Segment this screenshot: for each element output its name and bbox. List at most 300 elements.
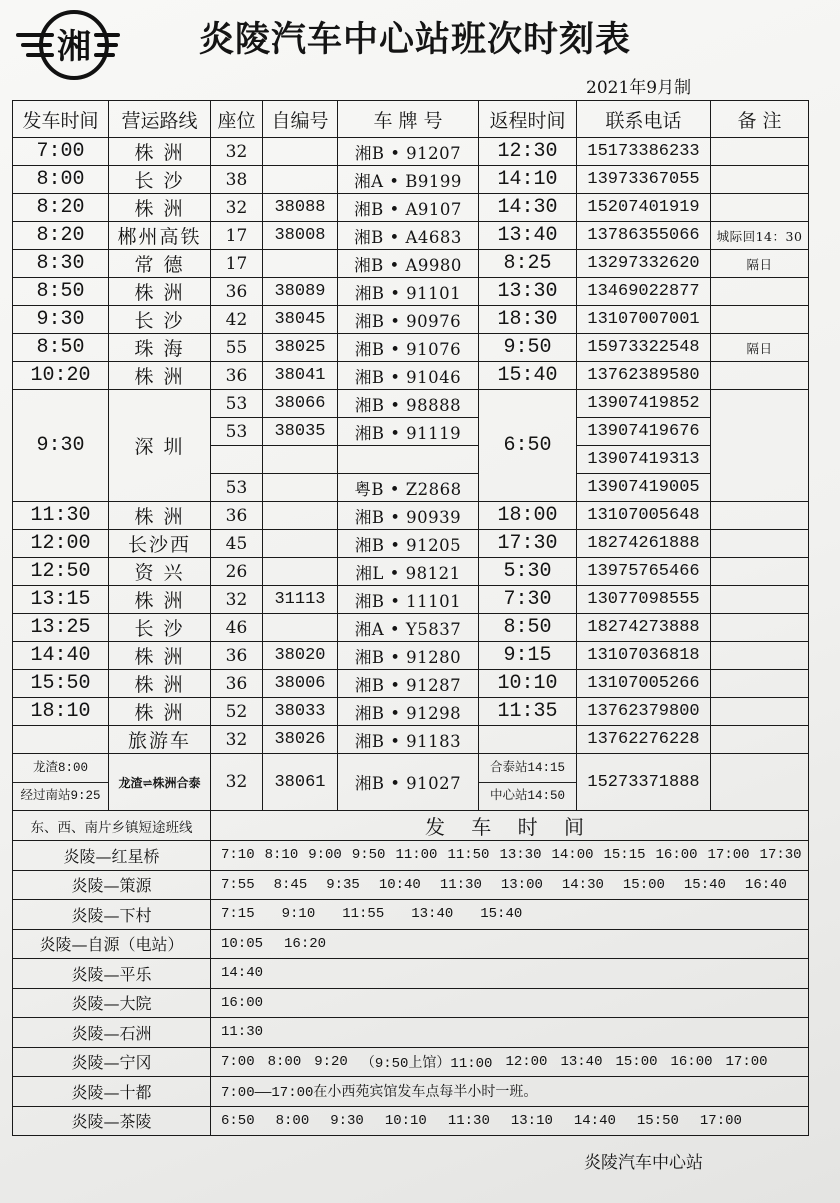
seats-cell: 53 — [211, 390, 263, 418]
depart-time-cell: 9:30 — [13, 390, 109, 502]
short-route-name: 炎陵—大院 — [13, 988, 211, 1018]
short-route-name: 炎陵—自源（电站） — [13, 929, 211, 959]
return-time-line: 中心站14:50 — [479, 782, 576, 810]
short-route-row — [13, 1047, 809, 1077]
departure-time: 9:35 — [326, 876, 360, 893]
company-logo — [14, 6, 122, 84]
self-number-cell — [263, 138, 338, 166]
phone-cell: 15173386233 — [577, 138, 711, 166]
depart-time-cell: 8:20 — [13, 222, 109, 250]
short-route-times — [211, 1106, 809, 1136]
phone-cell: 13973367055 — [577, 166, 711, 194]
departure-time-list — [211, 995, 808, 1011]
remark-cell — [711, 530, 809, 558]
departure-time: 13:30 — [499, 847, 542, 864]
seats-cell: 26 — [211, 558, 263, 586]
departure-time-list — [211, 1024, 808, 1040]
self-number-cell — [263, 614, 338, 642]
depart-time-cell: 12:00 — [13, 530, 109, 558]
departure-time: 10:40 — [378, 876, 421, 893]
remark-cell: 隔日 — [711, 250, 809, 278]
route-cell: 株 洲 — [109, 502, 211, 530]
plate-number-cell: 湘B • 11101 — [338, 586, 479, 614]
phone-cell: 13107005266 — [577, 670, 711, 698]
route-cell: 旅游车 — [109, 726, 211, 754]
departure-time-list — [211, 906, 808, 922]
schedule-row — [13, 614, 809, 642]
schedule-row — [13, 586, 809, 614]
seats-cell — [211, 446, 263, 474]
route-cell: 株 洲 — [109, 698, 211, 726]
schedule-row — [13, 558, 809, 586]
phone-cell: 15973322548 — [577, 334, 711, 362]
departure-time: 7:00 — [221, 1053, 255, 1070]
self-number-cell: 38008 — [263, 222, 338, 250]
short-route-name: 炎陵—宁冈 — [13, 1047, 211, 1077]
departure-time: 14:40 — [573, 1112, 616, 1129]
departure-time-list — [211, 936, 808, 952]
schedule-row — [13, 642, 809, 670]
schedule-row — [13, 138, 809, 166]
short-route-row — [13, 1077, 809, 1107]
page-title: 炎陵汽车中心站班次时刻表 — [198, 19, 631, 60]
phone-cell: 15207401919 — [577, 194, 711, 222]
phone-cell: 13907419005 — [577, 474, 711, 502]
departure-time: 8:00 — [267, 1053, 302, 1070]
plate-number-cell: 湘L • 98121 — [338, 558, 479, 586]
depart-time-line: 经过南站9:25 — [13, 782, 108, 810]
seats-cell: 38 — [211, 166, 263, 194]
depart-time-cell: 13:25 — [13, 614, 109, 642]
short-route-times — [211, 1047, 809, 1077]
phone-cell: 18274273888 — [577, 614, 711, 642]
remark-cell — [711, 558, 809, 586]
schedule-row — [13, 194, 809, 222]
short-route-name: 炎陵—十都 — [13, 1077, 211, 1107]
remark-cell — [711, 306, 809, 334]
short-route-times — [211, 959, 809, 989]
footer-station-name: 炎陵汽车中心站 — [584, 1153, 703, 1173]
schedule-header-row — [13, 101, 809, 138]
return-time-cell: 14:30 — [479, 194, 577, 222]
return-time-cell: 10:10 — [479, 670, 577, 698]
plate-number-cell: 湘B • 91287 — [338, 670, 479, 698]
departure-time-list — [211, 1113, 808, 1129]
departure-time: 7:15 — [221, 906, 255, 923]
departure-time: 9:30 — [330, 1112, 364, 1129]
departure-time: 16:00 — [221, 994, 264, 1011]
phone-cell: 13077098555 — [577, 586, 711, 614]
self-number-cell: 38045 — [263, 306, 338, 334]
depart-time-cell: 15:50 — [13, 670, 109, 698]
remark-cell — [711, 166, 809, 194]
departure-time: 16:20 — [284, 935, 327, 952]
departure-time: 16:00 — [670, 1053, 713, 1070]
depart-time-cell: 12:50 — [13, 558, 109, 586]
seats-cell: 36 — [211, 642, 263, 670]
depart-time-cell: 8:00 — [13, 166, 109, 194]
self-number-cell — [263, 166, 338, 194]
short-route-times — [211, 1077, 809, 1107]
self-number-cell: 38006 — [263, 670, 338, 698]
short-route-times — [211, 1018, 809, 1048]
return-time-cell — [479, 754, 577, 811]
depart-time-cell: 8:30 — [13, 250, 109, 278]
short-route-times — [211, 988, 809, 1018]
remark-cell — [711, 614, 809, 642]
short-route-header — [13, 811, 809, 841]
phone-cell: 15273371888 — [577, 754, 711, 811]
plate-number-cell: 湘B • 90939 — [338, 502, 479, 530]
depart-time-cell: 18:10 — [13, 698, 109, 726]
issue-date: 2021年9月制 — [586, 78, 692, 98]
column-header-seats: 座位 — [211, 101, 263, 138]
short-route-body — [13, 841, 809, 1136]
departure-time: 11:00 — [395, 847, 438, 864]
departure-time: 17:30 — [759, 847, 802, 864]
short-route-times — [211, 841, 809, 871]
phone-cell: 13907419313 — [577, 446, 711, 474]
column-header-phone: 联系电话 — [577, 101, 711, 138]
phone-cell: 13907419852 — [577, 390, 711, 418]
short-route-row — [13, 1018, 809, 1048]
return-time-cell: 18:30 — [479, 306, 577, 334]
route-cell: 资 兴 — [109, 558, 211, 586]
departure-time: 9:50 — [351, 847, 386, 864]
departure-time: 16:40 — [744, 876, 787, 893]
short-route-name: 炎陵—策源 — [13, 870, 211, 900]
schedule-row — [13, 698, 809, 726]
self-number-cell — [263, 250, 338, 278]
seats-cell: 36 — [211, 278, 263, 306]
short-route-name: 炎陵—平乐 — [13, 959, 211, 989]
plate-number-cell: 湘B • 91280 — [338, 642, 479, 670]
plate-number-cell: 湘B • 98888 — [338, 390, 479, 418]
departure-time: 13:40 — [560, 1053, 603, 1070]
schedule-row — [13, 222, 809, 250]
return-time-cell: 9:50 — [479, 334, 577, 362]
route-cell: 株 洲 — [109, 670, 211, 698]
seats-cell: 36 — [211, 670, 263, 698]
schedule-row — [13, 670, 809, 698]
route-cell: 长 沙 — [109, 306, 211, 334]
route-cell: 郴州高铁 — [109, 222, 211, 250]
phone-cell: 13107007001 — [577, 306, 711, 334]
remark-cell: 隔日 — [711, 334, 809, 362]
departure-time: 7:00——17:00在小西苑宾馆发车点每半小时一班。 — [221, 1085, 538, 1102]
short-route-times — [211, 900, 809, 930]
departure-time: 17:00 — [699, 1112, 742, 1129]
phone-cell: 13469022877 — [577, 278, 711, 306]
column-header-route: 营运路线 — [109, 101, 211, 138]
depart-time-cell: 8:20 — [13, 194, 109, 222]
route-cell: 株 洲 — [109, 138, 211, 166]
short-route-name: 炎陵—下村 — [13, 900, 211, 930]
remark-cell — [711, 670, 809, 698]
route-cell: 常 德 — [109, 250, 211, 278]
remark-cell — [711, 698, 809, 726]
phone-cell: 13107036818 — [577, 642, 711, 670]
schedule-row — [13, 278, 809, 306]
return-time-cell: 11:35 — [479, 698, 577, 726]
return-time-cell: 18:00 — [479, 502, 577, 530]
departure-time: 9:10 — [281, 906, 316, 923]
remark-cell — [711, 390, 809, 502]
departure-time: 8:00 — [275, 1112, 310, 1129]
short-route-row — [13, 900, 809, 930]
seats-cell: 53 — [211, 474, 263, 502]
short-route-times — [211, 870, 809, 900]
return-time-cell: 7:30 — [479, 586, 577, 614]
self-number-cell: 38026 — [263, 726, 338, 754]
departure-time: 11:55 — [342, 906, 385, 923]
departure-time: 17:00 — [707, 847, 750, 864]
route-cell: 株 洲 — [109, 362, 211, 390]
departure-time: 8:10 — [264, 847, 299, 864]
seats-cell: 36 — [211, 502, 263, 530]
return-time-cell: 5:30 — [479, 558, 577, 586]
short-route-header-row — [13, 811, 809, 841]
remark-cell — [711, 642, 809, 670]
depart-time-cell: 8:50 — [13, 278, 109, 306]
schedule-row — [13, 166, 809, 194]
return-time-cell: 14:10 — [479, 166, 577, 194]
seats-cell: 42 — [211, 306, 263, 334]
departure-time: 10:05 — [221, 935, 264, 952]
seats-cell: 32 — [211, 194, 263, 222]
schedule-row — [13, 362, 809, 390]
self-number-cell — [263, 446, 338, 474]
departure-time: 13:00 — [500, 876, 543, 893]
self-number-cell: 38061 — [263, 754, 338, 811]
phone-cell: 13975765466 — [577, 558, 711, 586]
plate-number-cell: 湘B • 91076 — [338, 334, 479, 362]
plate-number-cell: 湘B • A9980 — [338, 250, 479, 278]
seats-cell: 17 — [211, 222, 263, 250]
column-header-depart-time: 发车时间 — [13, 101, 109, 138]
departure-time: （9:50上馆）11:00 — [360, 1055, 493, 1072]
short-route-name: 炎陵—茶陵 — [13, 1106, 211, 1136]
phone-cell: 13907419676 — [577, 418, 711, 446]
column-header-remark: 备 注 — [711, 101, 809, 138]
schedule-body — [13, 138, 809, 811]
depart-time-cell: 9:30 — [13, 306, 109, 334]
depart-time-cell: 7:00 — [13, 138, 109, 166]
route-cell: 株 洲 — [109, 642, 211, 670]
short-route-times-header: 发 车 时 间 — [211, 811, 809, 841]
remark-cell — [711, 586, 809, 614]
seats-cell: 46 — [211, 614, 263, 642]
route-cell: 长 沙 — [109, 166, 211, 194]
remark-cell: 城际回14：30 — [711, 222, 809, 250]
route-cell: 株 洲 — [109, 278, 211, 306]
departure-time: 16:00 — [655, 847, 698, 864]
plate-number-cell: 湘B • 91205 — [338, 530, 479, 558]
short-route-name: 炎陵—石洲 — [13, 1018, 211, 1048]
short-route-times — [211, 929, 809, 959]
departure-time: 13:40 — [411, 906, 454, 923]
route-cell: 长沙西 — [109, 530, 211, 558]
departure-time: 10:10 — [384, 1112, 427, 1129]
departure-time: 11:30 — [439, 876, 482, 893]
seats-cell: 32 — [211, 138, 263, 166]
return-time-cell: 9:15 — [479, 642, 577, 670]
self-number-cell: 38033 — [263, 698, 338, 726]
departure-time: 15:40 — [480, 906, 523, 923]
departure-time-list — [211, 847, 808, 863]
plate-number-cell: 湘A • B9199 — [338, 166, 479, 194]
plate-number-cell: 湘B • A4683 — [338, 222, 479, 250]
seats-cell: 55 — [211, 334, 263, 362]
plate-number-cell: 湘B • 91046 — [338, 362, 479, 390]
departure-time: 9:20 — [314, 1053, 348, 1070]
plate-number-cell — [338, 446, 479, 474]
depart-time-cell: 8:50 — [13, 334, 109, 362]
route-cell: 深 圳 — [109, 390, 211, 502]
departure-time: 7:55 — [221, 876, 255, 893]
schedule-row — [13, 250, 809, 278]
self-number-cell: 38089 — [263, 278, 338, 306]
departure-time: 13:10 — [510, 1112, 553, 1129]
departure-time: 15:50 — [636, 1112, 679, 1129]
phone-cell: 18274261888 — [577, 530, 711, 558]
self-number-cell — [263, 474, 338, 502]
column-header-return-time: 返程时间 — [479, 101, 577, 138]
departure-time: 15:00 — [615, 1053, 658, 1070]
seats-cell: 36 — [211, 362, 263, 390]
departure-time: 9:00 — [308, 847, 342, 864]
remark-cell — [711, 194, 809, 222]
return-time-cell: 13:30 — [479, 278, 577, 306]
depart-time-line: 龙渣8:00 — [32, 760, 88, 775]
departure-time: 17:00 — [725, 1053, 768, 1070]
self-number-cell — [263, 502, 338, 530]
departure-time: 14:30 — [561, 876, 604, 893]
route-cell: 龙渣⇌株洲合泰 — [109, 754, 211, 811]
short-route-row — [13, 1106, 809, 1136]
return-time-cell: 13:40 — [479, 222, 577, 250]
self-number-cell — [263, 558, 338, 586]
departure-time: 12:00 — [505, 1053, 548, 1070]
self-number-cell: 38035 — [263, 418, 338, 446]
return-time-cell: 12:30 — [479, 138, 577, 166]
self-number-cell: 38041 — [263, 362, 338, 390]
schedule-row — [13, 530, 809, 558]
departure-time: 14:00 — [551, 847, 594, 864]
schedule-row — [13, 390, 809, 418]
self-number-cell — [263, 530, 338, 558]
departure-time: 11:30 — [221, 1024, 264, 1041]
plate-number-cell: 湘B • 91183 — [338, 726, 479, 754]
schedule-table — [12, 100, 809, 1136]
departure-time-list — [211, 965, 808, 981]
self-number-cell: 38088 — [263, 194, 338, 222]
remark-cell — [711, 278, 809, 306]
schedule-row — [13, 334, 809, 362]
seats-cell: 32 — [211, 726, 263, 754]
seats-cell: 45 — [211, 530, 263, 558]
remark-cell — [711, 502, 809, 530]
departure-time: 15:15 — [603, 847, 646, 864]
short-route-row — [13, 988, 809, 1018]
short-route-row — [13, 870, 809, 900]
schedule-row — [13, 306, 809, 334]
phone-cell: 13786355066 — [577, 222, 711, 250]
plate-number-cell: 湘B • 91298 — [338, 698, 479, 726]
phone-cell: 13107005648 — [577, 502, 711, 530]
schedule-row — [13, 726, 809, 754]
remark-cell — [711, 362, 809, 390]
departure-time: 15:00 — [622, 876, 665, 893]
return-time-cell: 6:50 — [479, 390, 577, 502]
depart-time-cell: 11:30 — [13, 502, 109, 530]
plate-number-cell: 湘B • 91027 — [338, 754, 479, 811]
remark-cell — [711, 726, 809, 754]
column-header-self-number: 自编号 — [263, 101, 338, 138]
self-number-cell: 31113 — [263, 586, 338, 614]
plate-number-cell: 湘B • A9107 — [338, 194, 479, 222]
plate-number-cell: 湘A • Y5837 — [338, 614, 479, 642]
remark-cell — [711, 138, 809, 166]
self-number-cell: 38025 — [263, 334, 338, 362]
phone-cell: 13762379800 — [577, 698, 711, 726]
plate-number-cell: 湘B • 90976 — [338, 306, 479, 334]
return-time-cell: 8:25 — [479, 250, 577, 278]
logo-glyph: 湘 — [57, 27, 91, 67]
short-route-row — [13, 841, 809, 871]
short-route-section-label: 东、西、南片乡镇短途班线 — [13, 811, 211, 841]
plate-number-cell: 湘B • 91101 — [338, 278, 479, 306]
plate-number-cell: 粤B • Z2868 — [338, 474, 479, 502]
departure-time: 15:40 — [683, 876, 726, 893]
plate-number-cell: 湘B • 91119 — [338, 418, 479, 446]
seats-cell: 53 — [211, 418, 263, 446]
departure-time: 14:40 — [221, 965, 264, 982]
route-cell: 株 洲 — [109, 586, 211, 614]
route-cell: 珠 海 — [109, 334, 211, 362]
return-time-cell — [479, 726, 577, 754]
route-cell: 株 洲 — [109, 194, 211, 222]
departure-time-list — [211, 877, 808, 893]
return-time-cell: 15:40 — [479, 362, 577, 390]
schedule-row — [13, 754, 809, 811]
seats-cell: 32 — [211, 586, 263, 614]
return-time-cell: 8:50 — [479, 614, 577, 642]
short-route-name: 炎陵—红星桥 — [13, 841, 211, 871]
schedule-row — [13, 502, 809, 530]
return-time-cell: 17:30 — [479, 530, 577, 558]
self-number-cell: 38020 — [263, 642, 338, 670]
depart-time-cell — [13, 754, 109, 811]
depart-time-cell — [13, 726, 109, 754]
short-route-row — [13, 959, 809, 989]
phone-cell: 13762276228 — [577, 726, 711, 754]
seats-cell: 32 — [211, 754, 263, 811]
plate-number-cell: 湘B • 91207 — [338, 138, 479, 166]
departure-time-list — [211, 1052, 808, 1072]
route-cell: 长 沙 — [109, 614, 211, 642]
departure-time: 11:50 — [447, 847, 490, 864]
phone-cell: 13762389580 — [577, 362, 711, 390]
departure-time-list — [211, 1081, 808, 1101]
remark-cell — [711, 754, 809, 811]
departure-time: 8:45 — [273, 876, 308, 893]
short-route-row — [13, 929, 809, 959]
depart-time-cell: 10:20 — [13, 362, 109, 390]
depart-time-cell: 14:40 — [13, 642, 109, 670]
phone-cell: 13297332620 — [577, 250, 711, 278]
seats-cell: 17 — [211, 250, 263, 278]
